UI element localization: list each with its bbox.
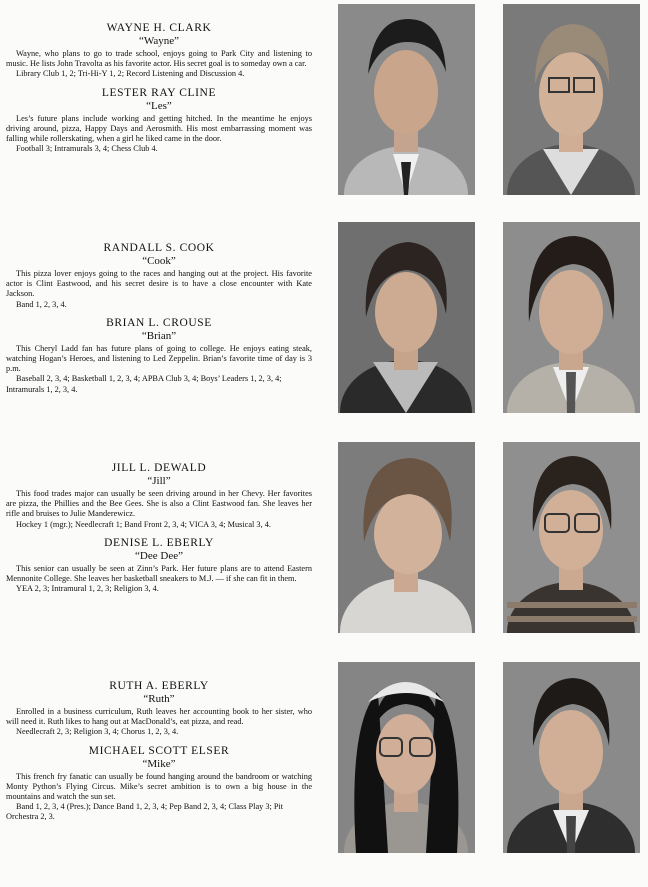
student-name: RUTH A. EBERLY xyxy=(109,680,209,692)
student-entry xyxy=(6,242,312,310)
student-nickname: “Mike” xyxy=(142,757,176,770)
student-bio: Les’s future plans include working and getting hitched. In the meantime he enjoys driving around, pizza, Happy Days and Aerosmith. His most embarrassing moment was falling while rollerskating, when a girl he liked came in the door. xyxy=(6,113,312,144)
student-portrait xyxy=(338,222,475,413)
student-bio: This Cheryl Ladd fan has future plans of going to college. He enjoys eating steak, watching Hogan’s Heroes, and listening to Led Zeppelin. Brian’s favorite time of day is 3 p.m. xyxy=(6,343,312,374)
student-bio: Wayne, who plans to go to trade school, enjoys going to Park City and listening to music. He lists John Travolta as his favorite actor. His secret goal is to someday own a car. xyxy=(6,49,312,69)
student-entry xyxy=(6,680,312,738)
bio-column xyxy=(6,462,312,600)
student-name: DENISE L. EBERLY xyxy=(104,536,214,549)
student-entry xyxy=(6,537,312,595)
student-entry xyxy=(6,317,312,395)
student-name: BRIAN L. CROUSE xyxy=(106,316,212,329)
student-entry xyxy=(6,22,312,80)
student-name: JILL L. DEWALD xyxy=(111,462,207,474)
student-portrait xyxy=(338,442,475,633)
student-entry xyxy=(6,745,312,823)
student-name: LESTER RAY CLINE xyxy=(101,86,217,99)
student-portrait xyxy=(503,4,640,195)
student-portrait xyxy=(338,4,475,195)
bio-column xyxy=(6,242,312,401)
student-bio: This pizza lover enjoys going to the races and hanging out at the project. His favorite actor is Clint Eastwood, and his secret desire is to have a close encounter with Kate Jackson. xyxy=(6,269,312,299)
student-portrait xyxy=(338,662,475,853)
student-nickname: “Ruth” xyxy=(143,693,175,705)
student-activities: Hockey 1 (mgr.); Needlecraft 1; Band Front 2, 3, 4; VICA 3, 4; Musical 3, 4. xyxy=(16,519,271,529)
student-bio: This senior can usually be seen at Zinn’s Park. Her future plans are to attend Eastern Mennonite College. She leaves her basketball sneakers to M.J. — if she can fit in them. xyxy=(6,563,312,584)
bio-column xyxy=(6,22,312,160)
student-portrait xyxy=(503,662,640,853)
student-bio: This food trades major can usually be seen driving around in her Chevy. Her favorites are pizza, the Phillies and the Bee Gees. She is also a Clint Eastwood fan. She leaves her rifle and bruises to Julie Manderewicz. xyxy=(6,489,312,519)
bio-column xyxy=(6,680,312,829)
student-nickname: “Cook” xyxy=(142,255,176,267)
student-nickname: “Les” xyxy=(146,99,172,112)
student-activities: Baseball 2, 3, 4; Basketball 1, 2, 3, 4; APBA Club 3, 4; Boys’ Leaders 1, 2, 3, 4; Intramurals 1, 2, 3, 4. xyxy=(6,374,282,394)
student-name: RANDALL S. COOK xyxy=(103,242,215,254)
student-bio: Enrolled in a business curriculum, Ruth leaves her accounting book to her sister, who will need it. Ruth likes to hang out at MacDonald’s, eat pizza, and read. xyxy=(6,707,312,727)
student-activities: Band 1, 2, 3, 4 (Pres.); Dance Band 1, 2, 3, 4; Pep Band 2, 3, 4; Class Play 3; Pit Orchestra 2, 3. xyxy=(6,802,284,822)
student-entry xyxy=(6,87,312,155)
student-activities: Needlecraft 2, 3; Religion 3, 4; Chorus 1, 2, 3, 4. xyxy=(16,727,179,737)
student-nickname: “Brian” xyxy=(141,329,177,342)
student-activities: Library Club 1, 2; Tri-Hi-Y 1, 2; Record Listening and Discussion 4. xyxy=(16,69,245,79)
student-name: MICHAEL SCOTT ELSER xyxy=(88,744,230,757)
student-name: WAYNE H. CLARK xyxy=(106,22,212,34)
student-portrait xyxy=(503,222,640,413)
student-portrait xyxy=(503,442,640,633)
student-activities: Football 3; Intramurals 3, 4; Chess Club 4. xyxy=(16,144,158,154)
student-bio: This french fry fanatic can usually be found hanging around the bandroom or watching Monty Python’s Flying Circus. Mike’s secret ambition is to own a big house in the mountains and watch the sun set. xyxy=(6,771,312,802)
student-entry xyxy=(6,462,312,530)
student-nickname: “Dee Dee” xyxy=(135,549,183,562)
student-nickname: “Wayne” xyxy=(138,35,180,47)
student-activities: YEA 2, 3; Intramural 1, 2, 3; Religion 3, 4. xyxy=(16,584,159,594)
student-activities: Band 1, 2, 3, 4. xyxy=(16,299,67,309)
student-nickname: “Jill” xyxy=(147,475,171,487)
